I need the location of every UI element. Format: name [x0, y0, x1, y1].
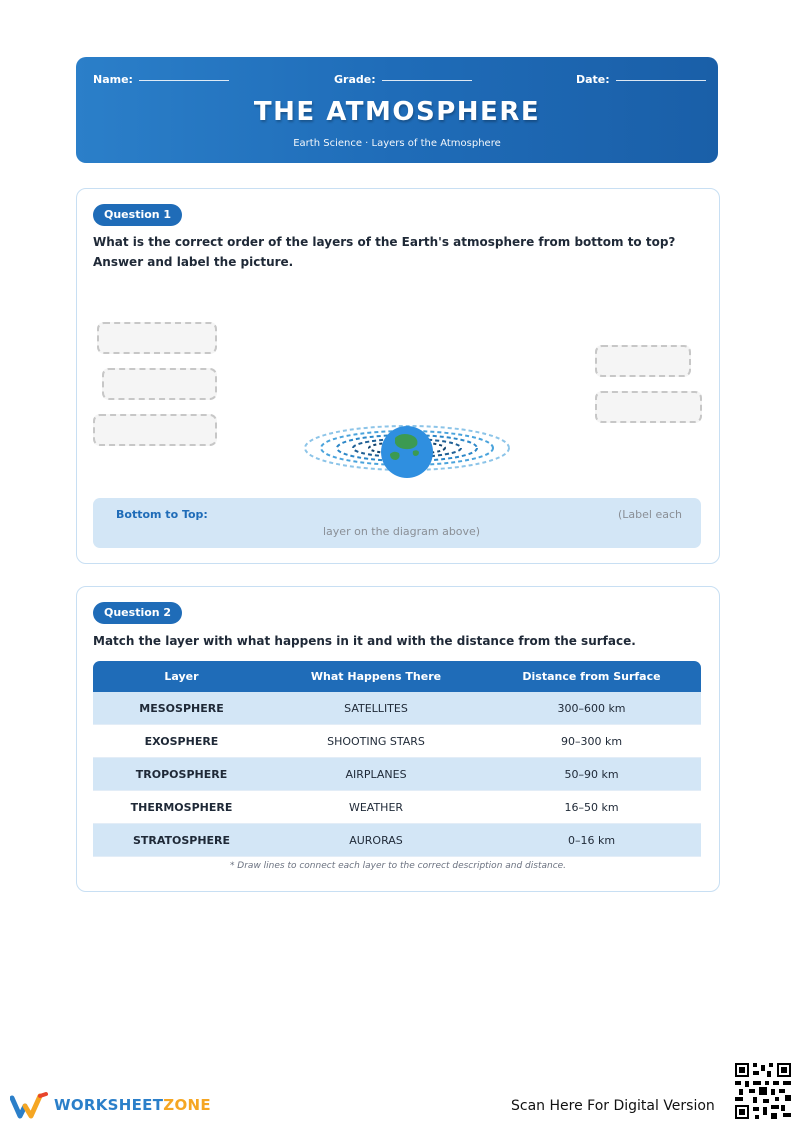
question-1-text: What is the correct order of the layers of the Earth's atmosphere from bottom to top? Answer and label the picture.: [93, 235, 676, 269]
date-field[interactable]: [576, 73, 706, 86]
table-row: [93, 692, 701, 725]
brand-name-part2: ZONE: [163, 1096, 211, 1114]
table-row: [93, 824, 701, 857]
table-note: * Draw lines to connect each layer to the correct description and distance.: [229, 861, 567, 871]
what-cell[interactable]: AIRPLANES: [270, 758, 482, 791]
layer-cell[interactable]: TROPOSPHERE: [93, 758, 270, 791]
name-line[interactable]: [139, 80, 229, 81]
atmosphere-diagram: [302, 419, 512, 481]
layer-cell[interactable]: STRATOSPHERE: [93, 824, 270, 857]
answer-bar[interactable]: [93, 498, 701, 548]
grade-field[interactable]: [334, 73, 472, 86]
question-2-card: [76, 586, 720, 892]
layer-cell[interactable]: THERMOSPHERE: [93, 791, 270, 824]
name-field[interactable]: [93, 73, 229, 86]
question-2-text: Match the layer with what happens in it and with the distance from the surface.: [93, 634, 636, 648]
answer-hint-2: layer on the diagram above): [323, 525, 481, 538]
page-subtitle: Earth Science · Layers of the Atmosphere: [293, 138, 501, 149]
distance-cell[interactable]: 90–300 km: [482, 725, 701, 758]
label-box-3[interactable]: [93, 414, 217, 446]
brand-name-part1: WORKSHEET: [54, 1096, 164, 1114]
qr-code-icon[interactable]: [735, 1063, 791, 1119]
table-header-row: [93, 661, 701, 692]
question-2-badge: Question 2: [93, 602, 182, 624]
table-row: [93, 758, 701, 791]
label-box-1[interactable]: [97, 322, 217, 354]
brand-name[interactable]: [54, 1096, 211, 1114]
scan-text: Scan Here For Digital Version: [511, 1098, 715, 1114]
layer-cell[interactable]: MESOSPHERE: [93, 692, 270, 725]
what-cell[interactable]: AURORAS: [270, 824, 482, 857]
grade-line[interactable]: [382, 80, 472, 81]
label-box-5[interactable]: [595, 391, 702, 423]
worksheetzone-logo-icon: [10, 1090, 50, 1120]
answer-label: Bottom to Top:: [116, 508, 208, 521]
question-1-badge: Question 1: [93, 204, 182, 226]
distance-cell[interactable]: 16–50 km: [482, 791, 701, 824]
table-row: [93, 791, 701, 824]
date-label: Date:: [576, 73, 610, 86]
column-header-distance: Distance from Surface: [482, 661, 701, 692]
label-box-2[interactable]: [102, 368, 217, 400]
what-cell[interactable]: SHOOTING STARS: [270, 725, 482, 758]
label-box-4[interactable]: [595, 345, 691, 377]
grade-label: Grade:: [334, 73, 376, 86]
worksheet-header: [76, 57, 718, 163]
page-title: THE ATMOSPHERE: [253, 97, 541, 127]
column-header-layer: Layer: [93, 661, 270, 692]
column-header-what: What Happens There: [270, 661, 482, 692]
name-label: Name:: [93, 73, 133, 86]
what-cell[interactable]: SATELLITES: [270, 692, 482, 725]
answer-hint-1: (Label each: [618, 508, 682, 521]
matching-table: [93, 661, 701, 857]
layer-cell[interactable]: EXOSPHERE: [93, 725, 270, 758]
distance-cell[interactable]: 300–600 km: [482, 692, 701, 725]
question-1-card: [76, 188, 720, 564]
date-line[interactable]: [616, 80, 706, 81]
table-row: [93, 725, 701, 758]
distance-cell[interactable]: 50–90 km: [482, 758, 701, 791]
distance-cell[interactable]: 0–16 km: [482, 824, 701, 857]
earth-icon: [381, 426, 433, 478]
what-cell[interactable]: WEATHER: [270, 791, 482, 824]
